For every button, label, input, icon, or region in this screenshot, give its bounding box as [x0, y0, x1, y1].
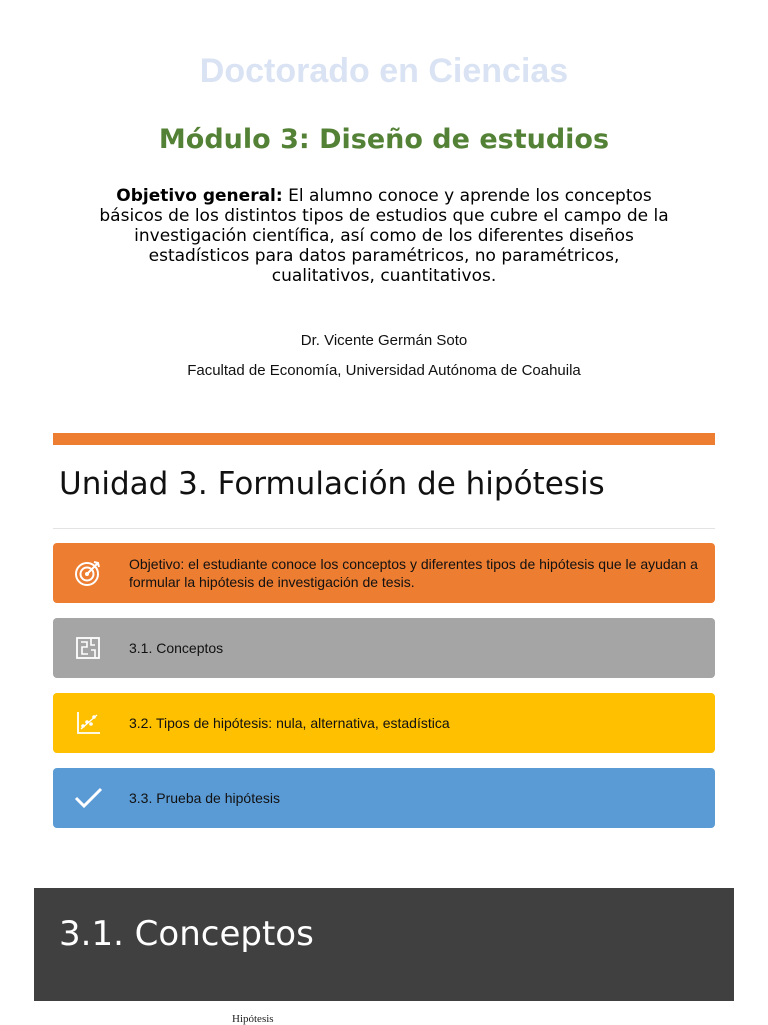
unit-divider	[53, 528, 715, 529]
unit-objective-card	[53, 543, 715, 603]
section-title: 3.1. Conceptos	[59, 914, 314, 954]
topic-label-tipos-hipotesis: 3.2. Tipos de hipótesis: nula, alternativa, estadística	[129, 715, 450, 731]
objective-text: El alumno conoce y aprende los conceptos básicos de los distintos tipos de estudios que cubre el campo de la investigación científica, así como de los diferentes diseños estadísticos para datos paramétricos, no paramétricos, cualitativos, cuantitativos.	[99, 186, 669, 286]
unit-objective-text: Objetivo: el estudiante conoce los conceptos y diferentes tipos de hipótesis que le ayudan a formular la hipótesis de investigación de tesis.	[129, 556, 698, 590]
scatter-chart-icon	[73, 708, 103, 738]
section-header	[34, 888, 734, 1001]
maze-icon	[73, 633, 103, 663]
topic-label-prueba-hipotesis: 3.3. Prueba de hipótesis	[129, 790, 280, 806]
checkmark-icon	[73, 783, 103, 813]
topic-label-conceptos: 3.1. Conceptos	[129, 640, 224, 656]
topic-card-tipos-hipotesis[interactable]	[53, 693, 715, 753]
footnote-text: Hipótesis	[232, 1013, 274, 1025]
target-icon	[73, 558, 103, 588]
document-title: Doctorado en Ciencias	[199, 52, 569, 90]
topic-card-conceptos[interactable]	[53, 618, 715, 678]
module-subtitle: Módulo 3: Diseño de estudios	[158, 124, 610, 155]
author-affiliation: Facultad de Economía, Universidad Autónoma de Coahuila	[187, 362, 581, 379]
topic-card-prueba-hipotesis[interactable]	[53, 768, 715, 828]
author-name: Dr. Vicente Germán Soto	[300, 332, 468, 349]
unit-title: Unidad 3. Formulación de hipótesis	[59, 466, 605, 502]
general-objective	[96, 186, 672, 286]
objective-label: Objetivo general:	[116, 186, 283, 206]
accent-divider	[53, 433, 715, 445]
